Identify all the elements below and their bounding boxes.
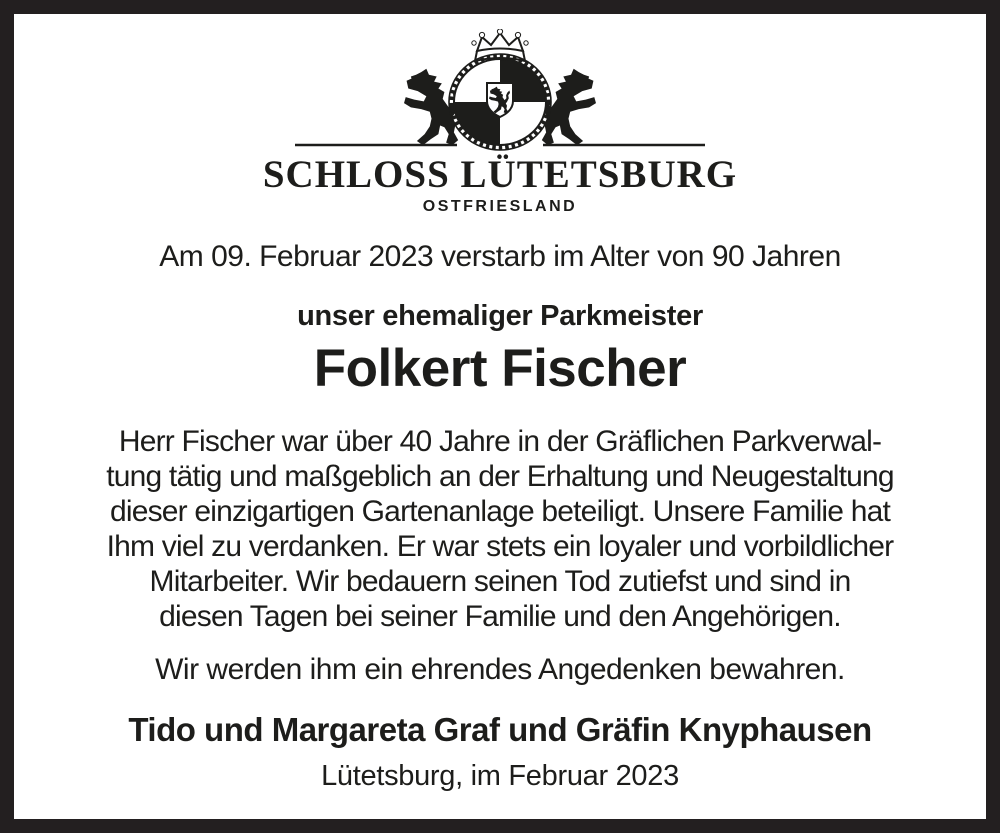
mourners-signature: Tido und Margareta Graf und Gräfin Knyphausen — [128, 710, 872, 748]
death-announcement-line: Am 09. Februar 2023 verstarb im Alter von 90 Jahren — [159, 239, 841, 273]
tribute-line-1: Herr Fischer war über 40 Jahre in der Gräflichen Parkverwal- — [118, 424, 882, 458]
tribute-line-4: Ihm viel zu verdanken. Er war stets ein loyaler und vorbildlicher — [106, 529, 894, 563]
estate-subtitle: OSTFRIESLAND — [422, 197, 578, 215]
estate-title: SCHLOSS LÜTETSBURG — [262, 153, 738, 196]
tribute-paragraph — [14, 424, 986, 634]
tribute-line-5: Mitarbeiter. Wir bedauern seinen Tod zutiefst und sind in — [149, 564, 851, 598]
quartered-shield-icon — [449, 54, 551, 150]
coat-of-arms — [290, 29, 710, 151]
deceased-name: Folkert Fischer — [313, 338, 687, 398]
tribute-line-3: dieser einzigartigen Gartenanlage beteiligt. Unsere Familie hat — [109, 494, 891, 528]
place-date-line: Lütetsburg, im Februar 2023 — [321, 759, 679, 792]
obituary-content — [14, 14, 986, 819]
deceased-role: unser ehemaliger Parkmeister — [297, 299, 703, 332]
tribute-line-2: tung tätig und maßgeblich an der Erhaltung und Neugestaltung — [106, 459, 894, 493]
tribute-line-6: diesen Tagen bei seiner Familie und den Angehörigen. — [159, 599, 841, 633]
remembrance-line: Wir werden ihm ein ehrendes Angedenken bewahren. — [155, 652, 845, 686]
